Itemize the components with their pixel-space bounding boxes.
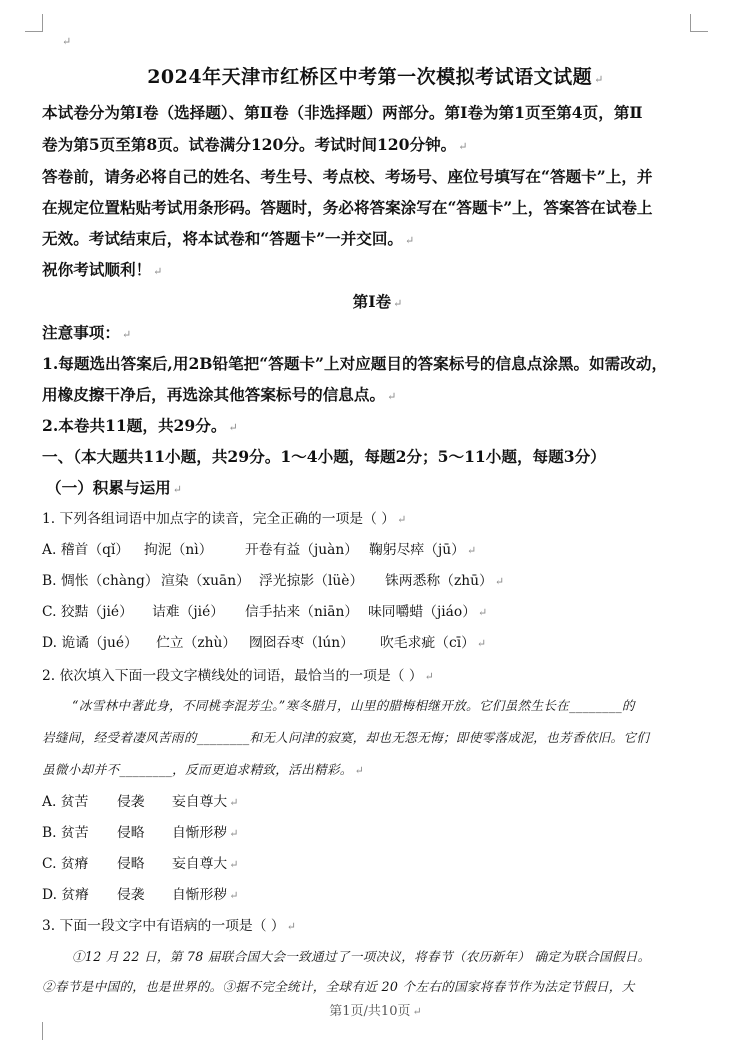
q1-option-c: C. 狡黠（jié） 诘难（jié） 信手拈来（niān） 味同嚼蜡（jiáo） ↵ [42,604,488,620]
q2-stem: 2. 依次填入下面一段文字横线处的词语，最恰当的一项是（ ） ↵ [42,668,434,684]
notice-line-3: 2.本卷共11题，共29分。 ↵ [42,416,238,435]
part-one-heading: 一、（本大题共11小题，共29分。1～4小题，每题2分；5～11小题，每题3分） [42,447,606,466]
crop-mark-top-left [42,14,43,32]
q2-passage-line-3: 虽微小却并不________，反而更追求精致，活出精彩。 ↵ [42,762,365,777]
intro-line-3: 答卷前，请务必将自己的姓名、考生号、考点校、考场号、座位号填写在“答题卡”上，并 [42,167,653,186]
q3-passage-line-1: ①12 月 22 日，第 78 届联合国大会一致通过了一项决议，将春节（农历新年） 确定为联合国假日。 [72,949,651,964]
q2-option-a: A. 贫苦 侵袭 妄自尊大 ↵ [42,794,239,810]
page-footer: 第1页/共10页 ↵ [329,1004,422,1019]
section-title: 第Ⅰ卷 ↵ [352,292,403,311]
intro-line-1: 本试卷分为第Ⅰ卷（选择题）、第Ⅱ卷（非选择题）两部分。第Ⅰ卷为第1页至第4页，第Ⅱ [42,103,643,122]
intro-line-4: 在规定位置粘贴考试用条形码。答题时，务必将答案涂写在“答题卡”上，答案答在试卷上 [42,198,653,217]
q1-option-d: D. 诡谲（jué） 伫立（zhù） 囫囵吞枣（lún） 吹毛求疵（cī） ↵ [42,635,487,651]
q2-passage-line-1: “冰雪林中著此身，不同桃李混芳尘。”寒冬腊月，山里的腊梅相继开放。它们虽然生长在________的 [72,698,635,713]
q1-stem: 1. 下列各组词语中加点字的读音，完全正确的一项是（ ） ↵ [42,511,407,527]
q3-passage-line-2: ②春节是中国的，也是世界的。③据不完全统计，全球有近 20 个左右的国家将春节作为法定节假日，大 [42,979,635,994]
notice-line-2: 用橡皮擦干净后，再选涂其他答案标号的信息点。 ↵ [42,385,397,404]
crop-mark-top-right-h [690,31,708,32]
notice-title: 注意事项： ↵ [42,323,132,342]
crop-mark-bottom-left [42,1022,43,1040]
crop-mark-top-left-h [25,31,43,32]
doc-title: 2024年天津市红桥区中考第一次模拟考试语文试题 ↵ [147,66,604,88]
sub-one-heading: （一）积累与运用 ↵ [46,478,182,497]
intro-line-2: 卷为第5页至第8页。试卷满分120分。考试时间120分钟。 ↵ [42,135,468,154]
q2-option-b: B. 贫苦 侵略 自惭形秽 ↵ [42,825,239,841]
q1-option-b: B. 惆怅（chàng） 渲染（xuān） 浮光掠影（lüè） 铢两悉称（zhū） ↵ [42,573,505,589]
intro-line-6: 祝你考试顺利！ ↵ [42,260,163,279]
return-mark: ↵ [62,35,72,48]
intro-line-5: 无效。考试结束后，将本试卷和“答题卡”一并交回。 ↵ [42,229,415,248]
crop-mark-top-right [690,14,691,32]
q2-option-c: C. 贫瘠 侵略 妄自尊大 ↵ [42,856,239,872]
q2-option-d: D. 贫瘠 侵袭 自惭形秽 ↵ [42,887,239,903]
q1-option-a: A. 稽首（qǐ） 拘泥（nì） 开卷有益（juàn） 鞠躬尽瘁（jū） ↵ [42,542,477,558]
q3-stem: 3. 下面一段文字中有语病的一项是（ ） ↵ [42,918,296,934]
q2-passage-line-2: 岩缝间，经受着凄风苦雨的________和无人问津的寂寞，却也无怨无悔；即使零落成泥，也芳香依旧。它们 [42,730,650,745]
notice-line-1: 1.每题选出答案后,用2B铅笔把“答题卡”上对应题目的答案标号的信息点涂黑。如需改动， [42,354,668,373]
